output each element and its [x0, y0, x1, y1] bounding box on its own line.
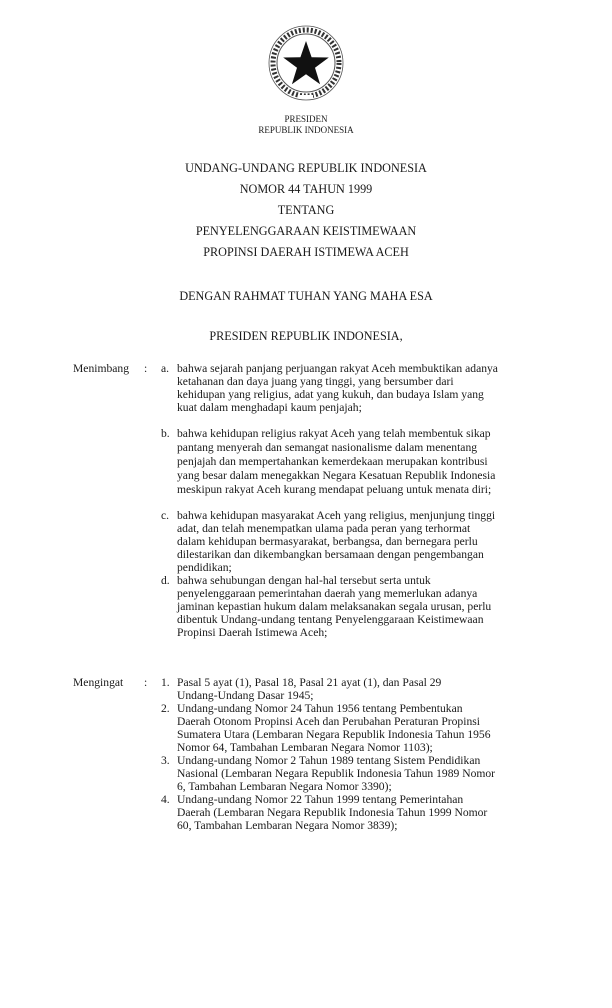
text-line: dibentuk Undang-undang tentang Penyelenggaraan Keistimewaan	[177, 613, 484, 626]
text-line: kuat dalam menghadapi kaum penjajah;	[177, 401, 362, 414]
menimbang-label: Menimbang	[73, 362, 130, 375]
item-marker: d.	[161, 574, 170, 587]
text-line: Daerah Otonom Propinsi Aceh dan Perubahan Peraturan Propinsi	[177, 715, 480, 728]
item-marker: 4.	[161, 793, 170, 806]
text-line: Undang-Undang Dasar 1945;	[177, 689, 314, 702]
text-line: Undang-undang Nomor 22 Tahun 1999 tentang Pemerintahan	[177, 793, 464, 806]
text-line: jaminan kepastian hukum dalam melaksanakan segala urusan, perlu	[177, 600, 492, 613]
text-line: 6, Tambahan Lembaran Negara Nomor 3390);	[177, 780, 392, 793]
text-line: Pasal 5 ayat (1), Pasal 18, Pasal 21 ayat (1), dan Pasal 29	[177, 676, 442, 689]
text-line: penjajah dan mempertahankan kemerdekaan merupakan kontribusi	[177, 455, 488, 468]
item-marker: 1.	[161, 676, 170, 689]
text-line: pendidikan;	[177, 561, 232, 574]
text-line: yang besar dalam menegakkan Negara Kesatuan Republik Indonesia	[177, 469, 496, 482]
item-marker: b.	[161, 427, 170, 440]
text-line: bahwa kehidupan masyarakat Aceh yang religius, menjunjung tinggi	[177, 509, 496, 522]
text-line: penyelenggaraan pemerintahan daerah yang memerlukan adanya	[177, 587, 478, 600]
text-line: dalam kehidupan bermasyarakat, berbangsa, dan bernegara perlu	[177, 535, 478, 548]
title-line-1: UNDANG-UNDANG REPUBLIK INDONESIA	[185, 161, 427, 175]
item-marker: 3.	[161, 754, 170, 767]
office-line-1: PRESIDEN	[284, 114, 328, 124]
text-line: pantang menyerah dan semangat nasionalisme dalam menentang	[177, 441, 478, 454]
item-marker: a.	[161, 362, 170, 375]
text-line: Propinsi Daerah Istimewa Aceh;	[177, 626, 328, 639]
mengingat-label: Mengingat	[73, 676, 124, 689]
star-wreath-emblem-icon	[267, 25, 345, 103]
text-line: bahwa sejarah panjang perjuangan rakyat Aceh membuktikan adanya	[177, 362, 498, 375]
text-line: Undang-undang Nomor 24 Tahun 1956 tentang Pembentukan	[177, 702, 463, 715]
title-line-2: NOMOR 44 TAHUN 1999	[239, 182, 373, 196]
text-line: bahwa kehidupan religius rakyat Aceh yang telah membentuk sikap	[177, 427, 491, 440]
text-line: meskipun rakyat Aceh kurang mendapat peluang untuk menata diri;	[177, 483, 492, 496]
text-line: Daerah (Lembaran Negara Republik Indonesia Tahun 1999 Nomor	[177, 806, 488, 819]
item-marker: c.	[161, 509, 170, 522]
text-line: 60, Tambahan Lembaran Negara Nomor 3839);	[177, 819, 398, 832]
text-line: ketahanan dan daya juang yang tinggi, yang bersumber dari	[177, 375, 454, 388]
text-line: kehidupan yang religius, adat yang kukuh, dan budaya Islam yang	[177, 388, 484, 401]
text-line: bahwa sehubungan dengan hal-hal tersebut serta untuk	[177, 574, 431, 587]
title-line-3: TENTANG	[277, 203, 335, 217]
text-line: Nomor 64, Tambahan Lembaran Negara Nomor 1103);	[177, 741, 433, 754]
text-line: Sumatera Utara (Lembaran Negara Republik Indonesia Tahun 1956	[177, 728, 491, 741]
office-line-2: REPUBLIK INDONESIA	[258, 125, 354, 135]
title-line-5: PROPINSI DAERAH ISTIMEWA ACEH	[203, 245, 409, 259]
text-line: adat, dan telah menempatkan ulama pada peran yang terhormat	[177, 522, 471, 535]
menimbang-colon: :	[144, 362, 148, 375]
text-line: Undang-undang Nomor 2 Tahun 1989 tentang Sistem Pendidikan	[177, 754, 481, 767]
text-line: Nasional (Lembaran Negara Republik Indonesia Tahun 1989 Nomor	[177, 767, 496, 780]
item-marker: 2.	[161, 702, 170, 715]
invocation: DENGAN RAHMAT TUHAN YANG MAHA ESA	[179, 289, 433, 303]
title-line-4: PENYELENGGARAAN KEISTIMEWAAN	[195, 224, 417, 238]
president-heading: PRESIDEN REPUBLIK INDONESIA,	[209, 329, 403, 343]
text-line: dilestarikan dan dikembangkan bersamaan dengan pengembangan	[177, 548, 484, 561]
mengingat-colon: :	[144, 676, 148, 689]
